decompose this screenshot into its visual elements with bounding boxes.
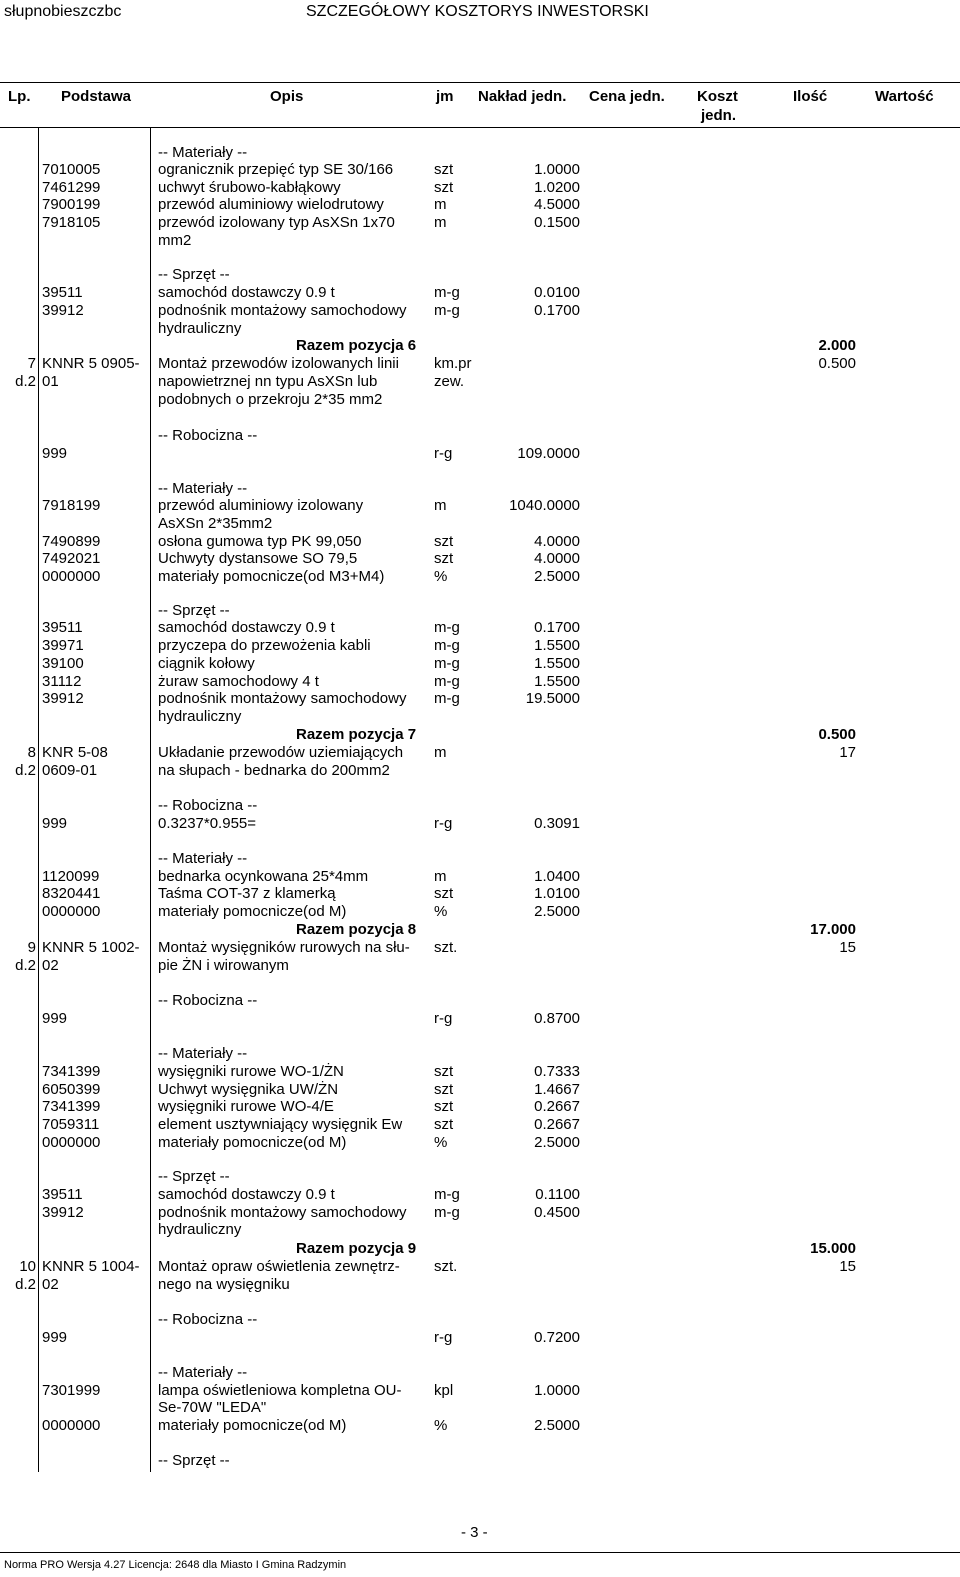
description-text: ogranicznik przepięć typ SE 30/166 <box>158 161 394 178</box>
unit-text: szt. <box>434 1258 458 1275</box>
header-koszt-line2: jedn. <box>701 107 737 124</box>
norm-value: 2.5000 <box>534 568 580 585</box>
footer-license: Norma PRO Wersja 4.27 Licencja: 2648 dla Miasto I Gmina Radzymin <box>4 1559 347 1571</box>
description-text: samochód dostawczy 0.9 t <box>158 1186 335 1203</box>
header-opis: Opis <box>270 88 304 105</box>
description-text: nego na wysięgniku <box>158 1276 290 1293</box>
unit-text: km.pr <box>434 355 472 372</box>
description-text: -- Robocizna -- <box>158 797 258 814</box>
unit-text: m-g <box>434 302 460 319</box>
norm-value: 0.7333 <box>534 1063 580 1080</box>
description-text: przyczepa do przewożenia kabli <box>158 637 371 654</box>
position-total-label: Razem pozycja 9 <box>296 1240 417 1257</box>
position-number: d.2 <box>15 762 36 779</box>
description-text: -- Sprzęt -- <box>158 1452 230 1469</box>
basis-code: 999 <box>42 445 68 462</box>
unit-text: szt <box>434 1116 454 1133</box>
description-text: -- Sprzęt -- <box>158 602 230 619</box>
unit-text: r-g <box>434 815 453 832</box>
quantity-value: 0.500 <box>818 355 856 372</box>
basis-code: 999 <box>42 1010 68 1027</box>
unit-text: m <box>434 744 447 761</box>
description-text: żuraw samochodowy 4 t <box>158 673 319 690</box>
description-text: mm2 <box>158 232 192 249</box>
unit-text: % <box>434 1417 448 1434</box>
unit-text: szt <box>434 1081 454 1098</box>
norm-value: 1.5500 <box>534 655 580 672</box>
description-text: pie ŻN i wirowanym <box>158 957 289 974</box>
position-total-value: 2.000 <box>818 337 856 354</box>
basis-code: 39971 <box>42 637 84 654</box>
unit-text: % <box>434 1134 448 1151</box>
position-number: 9 <box>27 939 36 956</box>
basis-code: KNNR 5 1004- <box>42 1258 140 1275</box>
description-text: materiały pomocnicze(od M) <box>158 1134 347 1151</box>
basis-code: 39511 <box>42 284 83 301</box>
header-koszt-line1: Koszt <box>697 88 738 105</box>
header-lp: Lp. <box>8 88 31 105</box>
unit-text: szt <box>434 179 454 196</box>
basis-code: 39100 <box>42 655 84 672</box>
description-text: -- Robocizna -- <box>158 992 258 1009</box>
norm-value: 4.0000 <box>534 533 580 550</box>
quantity-value: 15 <box>839 1258 856 1275</box>
description-text: samochód dostawczy 0.9 t <box>158 619 335 636</box>
unit-text: % <box>434 568 448 585</box>
unit-text: szt <box>434 533 454 550</box>
column-divider-lp <box>38 127 39 1472</box>
norm-value: 1.5500 <box>534 637 580 654</box>
unit-text: m-g <box>434 673 460 690</box>
norm-value: 0.4500 <box>534 1204 580 1221</box>
basis-code: 7341399 <box>42 1063 101 1080</box>
unit-text: szt. <box>434 939 458 956</box>
norm-value: 4.0000 <box>534 550 580 567</box>
position-number: 7 <box>27 355 36 372</box>
header-wartosc: Wartość <box>875 88 934 105</box>
basis-code: 39912 <box>42 1204 84 1221</box>
norm-value: 1.0000 <box>534 161 580 178</box>
description-text: wysięgniki rurowe WO-1/ŻN <box>158 1063 344 1080</box>
basis-code: 7010005 <box>42 161 101 178</box>
description-text: Taśma COT-37 z klamerką <box>158 885 336 902</box>
description-text: -- Sprzęt -- <box>158 266 230 283</box>
unit-text: szt <box>434 550 454 567</box>
basis-code: 02 <box>42 957 59 974</box>
description-text: ciągnik kołowy <box>158 655 255 672</box>
norm-value: 0.2667 <box>534 1098 580 1115</box>
header-naklad: Nakład jedn. <box>478 88 567 105</box>
basis-code: KNR 5-08 <box>42 744 108 761</box>
norm-value: 0.7200 <box>534 1329 580 1346</box>
description-text: wysięgniki rurowe WO-4/E <box>158 1098 334 1115</box>
description-text: przewód izolowany typ AsXSn 1x70 <box>158 214 395 231</box>
basis-code: 31112 <box>42 673 82 690</box>
description-text: 0.3237*0.955= <box>158 815 257 832</box>
norm-value: 4.5000 <box>534 196 580 213</box>
norm-value: 0.1100 <box>535 1186 580 1203</box>
unit-text: szt <box>434 1063 454 1080</box>
description-text: hydrauliczny <box>158 320 242 337</box>
position-number: d.2 <box>15 373 36 390</box>
description-text: -- Robocizna -- <box>158 1311 258 1328</box>
quantity-value: 17 <box>839 744 856 761</box>
description-text: Se-70W "LEDA" <box>158 1399 267 1416</box>
position-number: d.2 <box>15 1276 36 1293</box>
description-text: AsXSn 2*35mm2 <box>158 515 273 532</box>
unit-text: m-g <box>434 619 460 636</box>
description-text: materiały pomocnicze(od M) <box>158 903 347 920</box>
basis-code: 999 <box>42 815 68 832</box>
page-number: - 3 - <box>461 1524 488 1541</box>
header-podstawa: Podstawa <box>61 88 132 105</box>
unit-text: zew. <box>434 373 465 390</box>
description-text: napowietrznej nn typu AsXSn lub <box>158 373 378 390</box>
norm-value: 2.5000 <box>534 1417 580 1434</box>
norm-value: 0.8700 <box>534 1010 580 1027</box>
basis-code: 0000000 <box>42 568 101 585</box>
quantity-value: 15 <box>839 939 856 956</box>
unit-text: m-g <box>434 1186 460 1203</box>
norm-value: 1.4667 <box>534 1081 580 1098</box>
basis-code: 02 <box>42 1276 59 1293</box>
description-text: Montaż opraw oświetlenia zewnętrz- <box>158 1258 400 1275</box>
description-text: Montaż wysięgników rurowych na słu- <box>158 939 410 956</box>
description-text: podnośnik montażowy samochodowy <box>158 690 407 707</box>
basis-code: 39912 <box>42 690 84 707</box>
norm-value: 2.5000 <box>534 1134 580 1151</box>
position-total-label: Razem pozycja 6 <box>296 337 417 354</box>
unit-text: % <box>434 903 448 920</box>
description-text: hydrauliczny <box>158 1221 242 1238</box>
description-text: podnośnik montażowy samochodowy <box>158 302 407 319</box>
description-text: Montaż przewodów izolowanych linii <box>158 355 399 372</box>
basis-code: 8320441 <box>42 885 101 902</box>
table-header-bottom-border <box>0 127 960 128</box>
norm-value: 19.5000 <box>525 690 580 707</box>
unit-text: m-g <box>434 637 460 654</box>
description-text: samochód dostawczy 0.9 t <box>158 284 335 301</box>
description-text: osłona gumowa typ PK 99,050 <box>158 533 362 550</box>
basis-code: 7461299 <box>42 179 101 196</box>
norm-value: 1.0400 <box>534 868 580 885</box>
unit-text: m <box>434 196 447 213</box>
unit-text: m-g <box>434 284 460 301</box>
basis-code: KNNR 5 1002- <box>42 939 140 956</box>
basis-code: 39912 <box>42 302 84 319</box>
column-divider-basis <box>150 127 151 1472</box>
unit-text: m-g <box>434 690 460 707</box>
unit-text: r-g <box>434 445 453 462</box>
description-text: Układanie przewodów uziemiających <box>158 744 404 761</box>
basis-code: 0000000 <box>42 1134 101 1151</box>
description-text: bednarka ocynkowana 25*4mm <box>158 868 369 885</box>
header-left-text: słupnobieszczbc <box>4 3 122 20</box>
norm-value: 1.0200 <box>534 179 580 196</box>
basis-code: 1120099 <box>42 868 100 885</box>
header-cena: Cena jedn. <box>589 88 665 105</box>
description-text: uchwyt śrubowo-kabłąkowy <box>158 179 341 196</box>
basis-code: KNNR 5 0905- <box>42 355 140 372</box>
basis-code: 6050399 <box>42 1081 101 1098</box>
description-text: -- Materiały -- <box>158 480 248 497</box>
description-text: przewód aluminiowy izolowany <box>158 497 364 514</box>
basis-code: 7918199 <box>42 497 101 514</box>
position-total-value: 17.000 <box>810 921 856 938</box>
basis-code: 01 <box>42 373 59 390</box>
description-text: lampa oświetleniowa kompletna OU- <box>158 1382 402 1399</box>
description-text: -- Materiały -- <box>158 850 248 867</box>
norm-value: 1.0000 <box>534 1382 580 1399</box>
unit-text: szt <box>434 885 454 902</box>
header-ilosc: Ilość <box>793 88 828 105</box>
unit-text: r-g <box>434 1329 453 1346</box>
basis-code: 7059311 <box>42 1116 100 1133</box>
unit-text: m <box>434 214 447 231</box>
description-text: hydrauliczny <box>158 708 242 725</box>
description-text: na słupach - bednarka do 200mm2 <box>158 762 390 779</box>
basis-code: 7918105 <box>42 214 101 231</box>
position-number: 8 <box>27 744 36 761</box>
description-text: Uchwyty dystansowe SO 79,5 <box>158 550 358 567</box>
description-text: przewód aluminiowy wielodrutowy <box>158 196 384 213</box>
footer-separator <box>0 1552 960 1553</box>
basis-code: 7900199 <box>42 196 101 213</box>
position-number: d.2 <box>15 957 36 974</box>
norm-value: 0.1700 <box>534 302 580 319</box>
unit-text: m-g <box>434 1204 460 1221</box>
position-total-label: Razem pozycja 7 <box>296 726 417 743</box>
table-top-border <box>0 82 960 83</box>
basis-code: 7341399 <box>42 1098 101 1115</box>
description-text: -- Sprzęt -- <box>158 1168 230 1185</box>
norm-value: 2.5000 <box>534 903 580 920</box>
norm-value: 1040.0000 <box>509 497 580 514</box>
basis-code: 7301999 <box>42 1382 101 1399</box>
unit-text: szt <box>434 161 454 178</box>
document-title: SZCZEGÓŁOWY KOSZTORYS INWESTORSKI <box>306 3 649 20</box>
unit-text: kpl <box>434 1382 454 1399</box>
description-text: -- Robocizna -- <box>158 427 258 444</box>
description-text: podnośnik montażowy samochodowy <box>158 1204 407 1221</box>
norm-value: 0.0100 <box>534 284 580 301</box>
description-text: materiały pomocnicze(od M) <box>158 1417 347 1434</box>
unit-text: szt <box>434 1098 454 1115</box>
basis-code: 7490899 <box>42 533 101 550</box>
basis-code: 999 <box>42 1329 68 1346</box>
description-text: -- Materiały -- <box>158 144 248 161</box>
description-text: -- Materiały -- <box>158 1364 248 1381</box>
description-text: podobnych o przekroju 2*35 mm2 <box>158 391 383 408</box>
position-total-value: 0.500 <box>818 726 856 743</box>
basis-code: 0000000 <box>42 903 101 920</box>
description-text: materiały pomocnicze(od M3+M4) <box>158 568 385 585</box>
unit-text: m <box>434 868 447 885</box>
position-number: 10 <box>19 1258 36 1275</box>
basis-code: 0609-01 <box>42 762 98 779</box>
description-text: -- Materiały -- <box>158 1045 248 1062</box>
norm-value: 1.0100 <box>534 885 580 902</box>
position-total-value: 15.000 <box>810 1240 856 1257</box>
basis-code: 39511 <box>42 619 83 636</box>
norm-value: 0.3091 <box>534 815 580 832</box>
norm-value: 1.5500 <box>534 673 580 690</box>
description-text: element usztywniający wysięgnik Ew <box>158 1116 403 1133</box>
header-jm: jm <box>436 88 454 105</box>
norm-value: 109.0000 <box>517 445 580 462</box>
unit-text: m <box>434 497 447 514</box>
unit-text: m-g <box>434 655 460 672</box>
basis-code: 0000000 <box>42 1417 101 1434</box>
description-text: Uchwyt wysięgnika UW/ŻN <box>158 1081 339 1098</box>
basis-code: 7492021 <box>42 550 101 567</box>
position-total-label: Razem pozycja 8 <box>296 921 417 938</box>
norm-value: 0.2667 <box>534 1116 580 1133</box>
norm-value: 0.1500 <box>534 214 580 231</box>
unit-text: r-g <box>434 1010 453 1027</box>
norm-value: 0.1700 <box>534 619 580 636</box>
basis-code: 39511 <box>42 1186 83 1203</box>
